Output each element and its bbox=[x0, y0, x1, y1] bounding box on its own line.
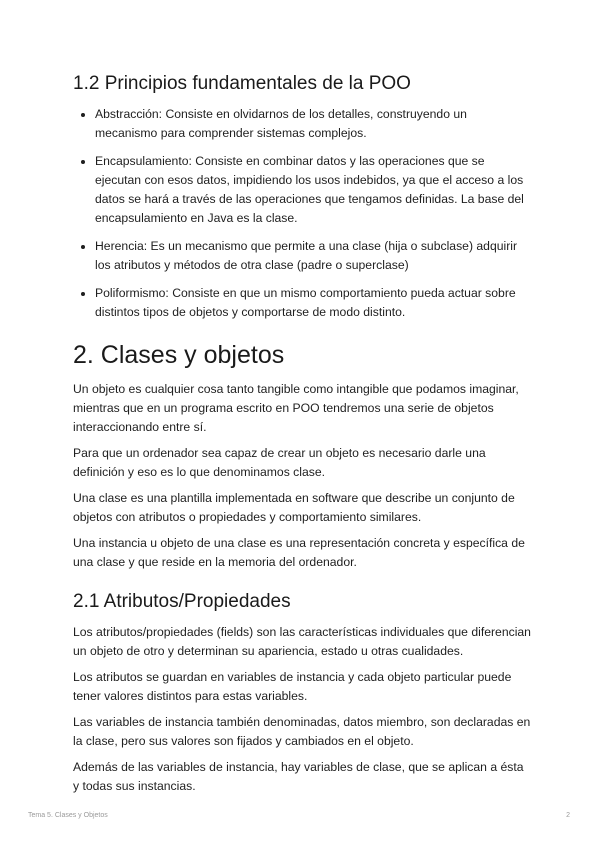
paragraph-plantilla: Una clase es una plantilla implementada en software que describe un conjunto de objetos con atributos o propiedades y comportamiento similares. bbox=[73, 491, 515, 524]
paragraph-atributos-fields: Los atributos/propiedades (fields) son las características individuales que diferencian un objeto de otro y determinan su apariencia, estado u otras cualidades. bbox=[73, 625, 531, 658]
document-page bbox=[73, 72, 531, 803]
paragraph-variables-instancia: Los atributos se guardan en variables de instancia y cada objeto particular puede tener valores distintos para estas variables. bbox=[73, 670, 512, 703]
heading-principios: 1.2 Principios fundamentales de la POO bbox=[73, 73, 411, 94]
section-atributos bbox=[73, 590, 531, 796]
paragraph-objeto: Un objeto es cualquier cosa tanto tangible como intangible que podamos imaginar, mientras que en un programa escrito en POO tendremos una serie de objetos interaccionando entre sí. bbox=[73, 382, 519, 434]
paragraph-definicion-clase: Para que un ordenador sea capaz de crear un objeto es necesario darle una definición y eso es lo que denominamos clase. bbox=[73, 446, 486, 479]
bullet-encapsulamiento: • Encapsulamiento: Consiste en combinar datos y las operaciones que se ejecutan con esos datos, impidiendo los usos indebidos, ya que el acceso a los datos se hará a través de las operaciones que tengamos definidas. La base del encapsulamiento en Java es la clase. bbox=[95, 152, 531, 228]
section-principios bbox=[73, 72, 531, 322]
section-clases-objetos bbox=[73, 340, 531, 572]
footer-page-number: 2 bbox=[566, 812, 570, 819]
heading-clases-objetos: 2. Clases y objetos bbox=[73, 341, 285, 369]
bullet-abstraccion: • Abstracción: Consiste en olvidarnos de los detalles, construyendo un mecanismo para comprender sistemas complejos. bbox=[95, 105, 531, 143]
paragraph-datos-miembro: Las variables de instancia también denominadas, datos miembro, son declaradas en la clase, pero sus valores son fijados y cambiados en el objeto. bbox=[73, 715, 531, 748]
principios-list bbox=[73, 105, 531, 322]
bullet-herencia: • Herencia: Es un mecanismo que permite a una clase (hija o subclase) adquirir los atributos y métodos de otra clase (padre o superclase) bbox=[95, 237, 531, 275]
bullet-poliformismo: • Poliformismo: Consiste en que un mismo comportamiento pueda actuar sobre distintos tipos de objetos y comportarse de modo distinto. bbox=[95, 284, 531, 322]
paragraph-instancia: Una instancia u objeto de una clase es una representación concreta y específica de una clase y que reside en la memoria del ordenador. bbox=[73, 536, 525, 569]
footer-doc-title: Tema 5. Clases y Objetos bbox=[28, 812, 108, 819]
paragraph-variables-clase: Además de las variables de instancia, hay variables de clase, que se aplican a ésta y todas sus instancias. bbox=[73, 760, 524, 793]
heading-atributos: 2.1 Atributos/Propiedades bbox=[73, 591, 291, 612]
